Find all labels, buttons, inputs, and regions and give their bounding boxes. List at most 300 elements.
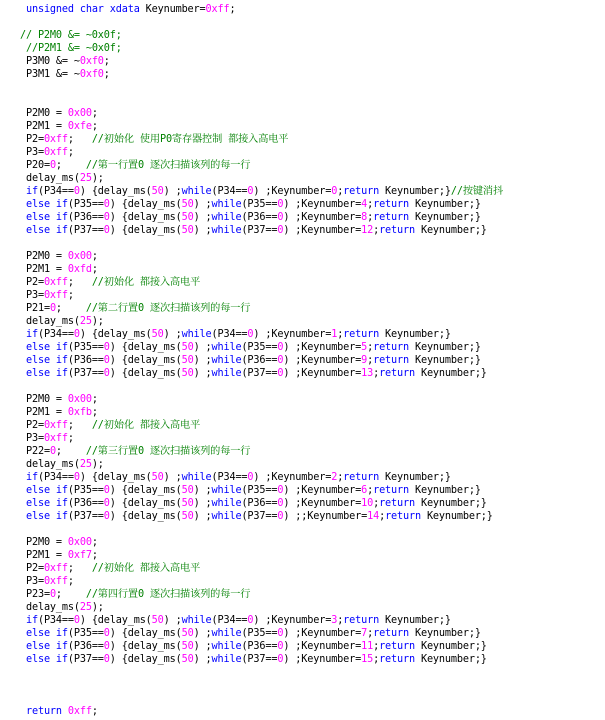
text-token: (P37== [241, 225, 278, 236]
keyword-token: else if [26, 498, 68, 509]
text-token: (P36== [241, 498, 278, 509]
text-token: ; [337, 472, 344, 483]
code-line [26, 458, 104, 471]
text-token: ) {delay_ms( [109, 641, 182, 652]
text-token: P3= [26, 147, 44, 158]
text-token: Keynumber;} [414, 641, 487, 652]
number-token: 0 [103, 355, 110, 366]
number-token: 0 [277, 641, 284, 652]
text-token: ; [367, 355, 374, 366]
keyword-token: if [26, 186, 38, 197]
number-token: 0 [73, 472, 80, 483]
text-token: ; [337, 615, 344, 626]
text-token: ; [67, 290, 74, 301]
text-token: P2M1 = [26, 407, 68, 418]
text-token: ) {delay_ms( [109, 498, 182, 509]
text-token: ) ; [193, 485, 212, 496]
text-token: delay_ms( [26, 602, 80, 613]
keyword-token: while [211, 368, 242, 379]
code-line [26, 289, 74, 302]
keyword-token: if [26, 472, 38, 483]
text-token: ; [91, 407, 98, 418]
comment-token: //按键消抖 [450, 186, 504, 197]
text-token: ; [373, 641, 380, 652]
text-token: ) ; [193, 511, 212, 522]
text-token: (P36== [67, 355, 104, 366]
code-line [26, 224, 487, 237]
code-line [26, 211, 481, 224]
number-token: 0x00 [67, 394, 92, 405]
text-token: ; [55, 446, 86, 457]
code-line [26, 575, 74, 588]
number-token: 0 [277, 498, 284, 509]
text-token: P2M0 = [26, 251, 68, 262]
keyword-token: return [373, 485, 409, 496]
number-token: 0 [277, 628, 284, 639]
text-token: ; [67, 277, 92, 288]
text-token: ; [91, 121, 98, 132]
text-token: ) {delay_ms( [109, 654, 182, 665]
code-line [26, 146, 74, 159]
code-line [26, 484, 481, 497]
text-token: ) ;;Keynumber= [283, 511, 368, 522]
code-line [20, 29, 122, 42]
number-token: 0xff [43, 277, 68, 288]
text-token: ) ; [163, 615, 182, 626]
number-token: 9 [361, 355, 368, 366]
keyword-token: while [211, 342, 242, 353]
text-token: P23= [26, 589, 50, 600]
text-token: ) ;Keynumber= [283, 355, 362, 366]
keyword-token: else if [26, 199, 68, 210]
number-token: 1 [331, 329, 338, 340]
text-token: (P34== [37, 472, 74, 483]
text-token: Keynumber;} [409, 199, 481, 210]
text-token: ; [373, 498, 380, 509]
number-token: 0 [103, 225, 110, 236]
code-line [26, 601, 104, 614]
text-token: Keynumber;} [409, 342, 481, 353]
text-token: P3M0 &= ~ [26, 56, 80, 67]
text-token: ; [379, 511, 386, 522]
number-token: 0x00 [67, 108, 92, 119]
text-token: ; [91, 706, 98, 717]
number-token: 8 [361, 212, 368, 223]
keyword-token: return [373, 199, 409, 210]
text-token: ; [67, 576, 74, 587]
text-token: ; [55, 160, 86, 171]
number-token: 50 [181, 342, 194, 353]
text-token: ; [91, 537, 98, 548]
code-line [26, 406, 98, 419]
keyword-token: return [373, 212, 409, 223]
text-token: P3= [26, 433, 44, 444]
text-token: ) {delay_ms( [79, 186, 152, 197]
number-token: 0xff [43, 420, 68, 431]
code-line [26, 3, 235, 16]
number-token: 13 [361, 368, 374, 379]
number-token: 0 [277, 342, 284, 353]
code-line [26, 185, 503, 198]
number-token: 50 [181, 368, 194, 379]
text-token: delay_ms( [26, 459, 80, 470]
keyword-token: else if [26, 225, 68, 236]
text-token: P3M1 &= ~ [26, 69, 80, 80]
text-token: (P37== [67, 225, 104, 236]
text-token: (P36== [67, 641, 104, 652]
text-token: (P34== [37, 186, 74, 197]
text-token: ) ;Keynumber= [283, 498, 362, 509]
keyword-token: unsigned char xdata [26, 4, 140, 15]
code-line [26, 445, 250, 458]
number-token: 0 [331, 186, 338, 197]
number-token: 50 [181, 355, 194, 366]
keyword-token: while [211, 628, 242, 639]
number-token: 25 [79, 459, 92, 470]
number-token: 50 [181, 498, 194, 509]
code-line [26, 133, 288, 146]
code-line [26, 536, 98, 549]
text-token: ); [91, 459, 104, 470]
code-line [26, 510, 493, 523]
text-token: ; [91, 251, 98, 262]
number-token: 0xff [67, 706, 92, 717]
text-token: P3= [26, 576, 44, 587]
text-token: ; [337, 329, 344, 340]
text-token: ) ; [193, 654, 212, 665]
text-token: Keynumber;} [379, 329, 451, 340]
comment-token: //初始化 都接入高电平 [91, 563, 201, 574]
keyword-token: return [373, 342, 409, 353]
text-token: ; [55, 303, 86, 314]
keyword-token: return [26, 706, 62, 717]
text-token: P2= [26, 134, 44, 145]
keyword-token: return [379, 498, 415, 509]
number-token: 3 [331, 615, 338, 626]
text-token: ; [373, 368, 380, 379]
keyword-token: return [343, 472, 380, 483]
text-token: Keynumber;} [409, 355, 481, 366]
code-line [26, 549, 98, 562]
text-token: ) ; [193, 641, 212, 652]
text-token: P2M1 = [26, 550, 68, 561]
keyword-token: if [26, 615, 38, 626]
comment-token: //第一行置0 逐次扫描该列的每一行 [85, 160, 251, 171]
text-token: P2= [26, 277, 44, 288]
text-token: P2M1 = [26, 264, 68, 275]
text-token: ) {delay_ms( [79, 472, 152, 483]
number-token: 5 [361, 342, 368, 353]
keyword-token: else if [26, 355, 68, 366]
number-token: 0 [277, 654, 284, 665]
keyword-token: while [181, 472, 212, 483]
number-token: 0xf7 [67, 550, 92, 561]
keyword-token: return [379, 368, 415, 379]
text-token: Keynumber;} [409, 212, 481, 223]
text-token: ) {delay_ms( [109, 628, 182, 639]
number-token: 50 [181, 654, 194, 665]
text-token: Keynumber;} [420, 511, 493, 522]
text-token: P20= [26, 160, 50, 171]
code-line [26, 367, 487, 380]
text-token: (P37== [67, 511, 104, 522]
text-token: (P35== [67, 199, 104, 210]
number-token: 0xf0 [79, 56, 104, 67]
text-token: (P36== [241, 355, 278, 366]
text-token: ; [367, 342, 374, 353]
number-token: 0xff [43, 576, 68, 587]
keyword-token: return [379, 654, 415, 665]
keyword-token: return [373, 355, 409, 366]
comment-token: //初始化 都接入高电平 [91, 277, 201, 288]
code-line [26, 328, 451, 341]
text-token: ; [367, 628, 374, 639]
code-line [26, 159, 250, 172]
keyword-token: while [211, 355, 242, 366]
keyword-token: while [211, 654, 242, 665]
text-token: ) {delay_ms( [109, 355, 182, 366]
text-token: ) ;Keynumber= [253, 472, 332, 483]
text-token: (P34== [211, 472, 248, 483]
comment-token: //第二行置0 逐次扫描该列的每一行 [85, 303, 251, 314]
text-token: P3= [26, 290, 44, 301]
text-token: delay_ms( [26, 316, 80, 327]
number-token: 0xfd [67, 264, 92, 275]
code-line [26, 705, 98, 718]
text-token: ; [373, 225, 380, 236]
text-token: (P34== [211, 186, 248, 197]
text-token: ) ;Keynumber= [283, 199, 362, 210]
number-token: 0 [277, 355, 284, 366]
number-token: 0 [49, 589, 56, 600]
text-token: Keynumber;} [379, 472, 451, 483]
code-line [26, 55, 110, 68]
text-token: ) {delay_ms( [109, 485, 182, 496]
code-line [26, 341, 481, 354]
text-token: Keynumber;} [409, 485, 481, 496]
keyword-token: while [211, 225, 242, 236]
text-token: ) ; [193, 225, 212, 236]
text-token: Keynumber;} [414, 654, 487, 665]
comment-token: //初始化 使用P0寄存器控制 都接入高电平 [91, 134, 289, 145]
number-token: 0 [277, 368, 284, 379]
text-token: P2M1 = [26, 121, 68, 132]
text-token: ) ; [193, 355, 212, 366]
text-token: ; [367, 212, 374, 223]
text-token: ); [91, 602, 104, 613]
number-token: 7 [361, 628, 368, 639]
text-token: ; [55, 589, 86, 600]
number-token: 0 [277, 199, 284, 210]
text-token: Keynumber;} [379, 186, 451, 197]
text-token: (P34== [211, 329, 248, 340]
text-token: (P36== [241, 641, 278, 652]
code-line [26, 315, 104, 328]
number-token: 50 [181, 641, 194, 652]
number-token: 0 [277, 212, 284, 223]
number-token: 50 [181, 511, 194, 522]
text-token: ; [103, 69, 110, 80]
text-token: ; [367, 485, 374, 496]
keyword-token: else if [26, 212, 68, 223]
text-token: P2M0 = [26, 108, 68, 119]
text-token: P2= [26, 420, 44, 431]
text-token: ) ;Keynumber= [283, 212, 362, 223]
keyword-token: else if [26, 641, 68, 652]
number-token: 0xff [205, 4, 230, 15]
code-line [26, 471, 451, 484]
text-token: ) {delay_ms( [109, 225, 182, 236]
number-token: 0 [247, 329, 254, 340]
number-token: 0 [49, 160, 56, 171]
number-token: 0 [103, 641, 110, 652]
text-token: ) {delay_ms( [79, 615, 152, 626]
code-line [26, 432, 74, 445]
text-token: Keynumber;} [414, 368, 487, 379]
keyword-token: else if [26, 628, 68, 639]
number-token: 11 [361, 641, 374, 652]
text-token: ) ; [163, 329, 182, 340]
comment-token: //P2M1 &= ~0x0f; [26, 43, 122, 54]
text-token: ; [91, 394, 98, 405]
keyword-token: while [211, 485, 242, 496]
text-token: (P34== [37, 615, 74, 626]
text-token: ) ;Keynumber= [253, 329, 332, 340]
comment-token: // P2M0 &= ~0x0f; [20, 30, 122, 41]
text-token: ) ; [163, 186, 182, 197]
code-line [26, 250, 98, 263]
number-token: 0 [103, 498, 110, 509]
text-token: ; [67, 134, 92, 145]
text-token: (P35== [67, 628, 104, 639]
number-token: 0 [73, 615, 80, 626]
text-token: (P37== [241, 511, 278, 522]
text-token: (P37== [67, 368, 104, 379]
number-token: 0 [103, 628, 110, 639]
keyword-token: while [181, 615, 212, 626]
number-token: 0xff [43, 563, 68, 574]
comment-token: //第三行置0 逐次扫描该列的每一行 [85, 446, 251, 457]
text-token: P2M0 = [26, 394, 68, 405]
text-token: ) ; [193, 212, 212, 223]
number-token: 0xff [43, 134, 68, 145]
keyword-token: return [379, 641, 415, 652]
text-token: Keynumber;} [409, 628, 481, 639]
code-line [26, 393, 98, 406]
number-token: 0 [103, 485, 110, 496]
code-line [26, 497, 487, 510]
code-line [26, 562, 200, 575]
keyword-token: return [373, 628, 409, 639]
keyword-token: while [211, 199, 242, 210]
number-token: 0 [247, 472, 254, 483]
text-token: (P37== [241, 368, 278, 379]
code-line [26, 120, 98, 133]
number-token: 50 [181, 212, 194, 223]
text-token: (P37== [241, 654, 278, 665]
number-token: 0 [49, 303, 56, 314]
number-token: 0 [103, 654, 110, 665]
text-token: ) ;Keynumber= [283, 628, 362, 639]
code-line [26, 354, 481, 367]
code-line [26, 640, 487, 653]
text-token: ; [373, 654, 380, 665]
text-token: ) ; [193, 628, 212, 639]
number-token: 14 [367, 511, 380, 522]
code-line [26, 419, 200, 432]
text-token: ) {delay_ms( [109, 212, 182, 223]
text-token: (P35== [241, 342, 278, 353]
number-token: 2 [331, 472, 338, 483]
text-token: ) {delay_ms( [79, 329, 152, 340]
text-token: Keynumber;} [414, 225, 487, 236]
text-token: ) {delay_ms( [109, 199, 182, 210]
keyword-token: else if [26, 485, 68, 496]
code-line [26, 653, 487, 666]
number-token: 0 [103, 212, 110, 223]
text-token: (P35== [67, 342, 104, 353]
text-token: P21= [26, 303, 50, 314]
number-token: 50 [151, 615, 164, 626]
text-token: ) {delay_ms( [109, 511, 182, 522]
text-token: ) ; [193, 498, 212, 509]
text-token: ) ;Keynumber= [283, 368, 362, 379]
number-token: 10 [361, 498, 374, 509]
keyword-token: else if [26, 342, 68, 353]
keyword-token: while [211, 511, 242, 522]
text-token: ) ;Keynumber= [253, 615, 332, 626]
number-token: 0x00 [67, 537, 92, 548]
text-token: P22= [26, 446, 50, 457]
number-token: 25 [79, 602, 92, 613]
number-token: 0 [247, 615, 254, 626]
keyword-token: while [181, 329, 212, 340]
text-token: ) ; [193, 342, 212, 353]
text-token: ) ; [193, 199, 212, 210]
number-token: 0 [103, 342, 110, 353]
code-line [26, 68, 110, 81]
number-token: 0 [247, 186, 254, 197]
number-token: 0 [73, 329, 80, 340]
text-token: ; [67, 147, 74, 158]
code-line [26, 42, 122, 55]
code-line [26, 588, 250, 601]
number-token: 0xfe [67, 121, 92, 132]
code-line [26, 614, 451, 627]
code-line [26, 627, 481, 640]
text-token: (P37== [67, 654, 104, 665]
text-token: P2M0 = [26, 537, 68, 548]
text-token: ) ;Keynumber= [283, 342, 362, 353]
number-token: 50 [181, 485, 194, 496]
code-line [26, 302, 250, 315]
number-token: 0 [277, 225, 284, 236]
keyword-token: return [343, 329, 380, 340]
number-token: 0xfb [67, 407, 92, 418]
code-line [26, 107, 98, 120]
text-token: ; [91, 550, 98, 561]
number-token: 0 [73, 186, 80, 197]
keyword-token: else if [26, 654, 68, 665]
code-line [26, 263, 98, 276]
text-token: (P36== [67, 212, 104, 223]
text-token: Keynumber= [139, 4, 206, 15]
comment-token: //初始化 都接入高电平 [91, 420, 201, 431]
number-token: 50 [181, 225, 194, 236]
number-token: 25 [79, 173, 92, 184]
text-token: Keynumber;} [379, 615, 451, 626]
number-token: 0xff [43, 147, 68, 158]
